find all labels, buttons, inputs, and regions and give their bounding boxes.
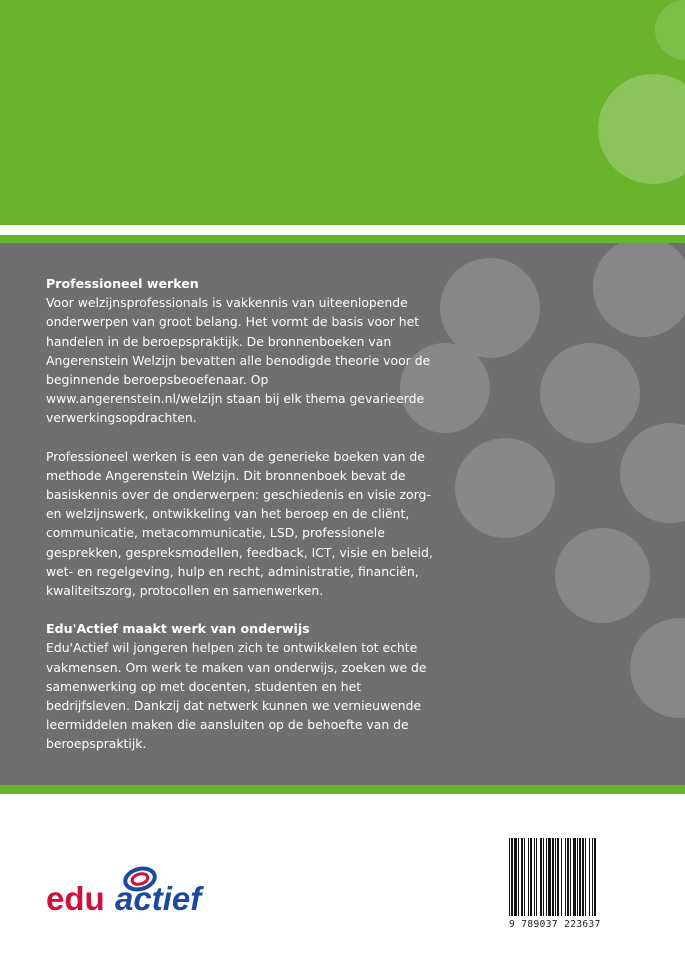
barcode-bar [518,838,519,916]
barcode-bar [536,838,537,916]
barcode-bar [511,838,513,916]
decorative-circle [630,618,685,718]
top-green-band [0,0,685,225]
logo-text-edu: edu [46,880,105,917]
barcode-bar [570,838,571,916]
barcode-bar [594,838,596,916]
logo-text-actief: actief [115,880,202,917]
barcode-bar [534,838,535,916]
barcode-bar [561,838,562,916]
barcode-bar [543,838,544,916]
barcode-bar [565,838,566,916]
intro-paragraph: Voor welzijnsprofessionals is vakkennis van uiteenlopende onderwerpen van groot belang. Het vormt de basis voor het handelen in de beroepspraktijk. De bronnenboeken van Angerenstein Welzijn bevatten alle benodigde theorie voor de beginnende beroepsbeoefenaar. Op www.angerenstein.nl/welzijn staan bij elk thema gevarieerde verwerkingsopdrachten. [46,295,431,426]
publisher-paragraph: Edu'Actief wil jongeren helpen zich te ontwikkelen tot echte vakmensen. Om werk te maken van onderwijs, zoeken we de samenwerking op met docenten, studenten en het bedrijfsleven. Dankzij dat netwerk kunnen we vernieuwende leermiddelen maken die aansluiten op de behoefte van de beroepspraktijk. [46,640,427,752]
barcode-bar [573,838,576,916]
barcode-bar [582,838,584,916]
barcode-bar [521,838,523,916]
barcode-bar [557,838,559,916]
barcode-bar [592,838,593,916]
barcode-bar [577,838,578,916]
decorative-circle [455,438,555,538]
back-cover-text [46,274,436,754]
barcode-bar [540,838,542,916]
content-paragraph: Professioneel werken is een van de generieke boeken van de methode Angerenstein Welzijn. Dit bronnenboek bevat de basiskennis over de onderwerpen: geschiedenis en visie zorg- en welzijnswerk, ontwikkeling van het beroep en de cliënt, communicatie, metacommunicatie, LSD, professionele gesprekken, gespreksmodellen, feedback, ICT, visie en beleid, wet- en regelgeving, hulp en recht, administratie, financiën, kwaliteitszorg, protocollen en samenwerken. [46,448,433,599]
barcode-bar [589,838,590,916]
barcode-bar [524,838,525,916]
decorative-circle [655,0,685,60]
barcode-bar [509,838,510,916]
barcode-bar [579,838,581,916]
decorative-circle [540,343,640,443]
barcode-bar [552,838,554,916]
decorative-circle [593,243,685,337]
decorative-circle [620,423,685,523]
barcode-bar [585,838,586,916]
thin-green-stripe [0,235,685,243]
decorative-circle [555,528,650,623]
barcode-bar [530,838,532,916]
decorative-circle [598,74,685,184]
white-stripe [0,225,685,235]
decorative-circle [440,258,540,358]
barcode-bar [514,838,517,916]
barcode-bar [548,838,551,916]
barcode-bar [555,838,556,916]
barcode-bar [567,838,569,916]
edu-actief-logo [44,858,244,928]
section-heading-edu-actief: Edu'Actief maakt werk van onderwijs [46,621,310,637]
bottom-green-stripe [0,785,685,794]
section-heading-professioneel-werken: Professioneel werken [46,276,199,291]
content-panel [0,243,685,785]
barcode-bar [546,838,547,916]
barcode-bar [528,838,529,916]
isbn-digits: 9 789037 223637 [509,919,601,930]
